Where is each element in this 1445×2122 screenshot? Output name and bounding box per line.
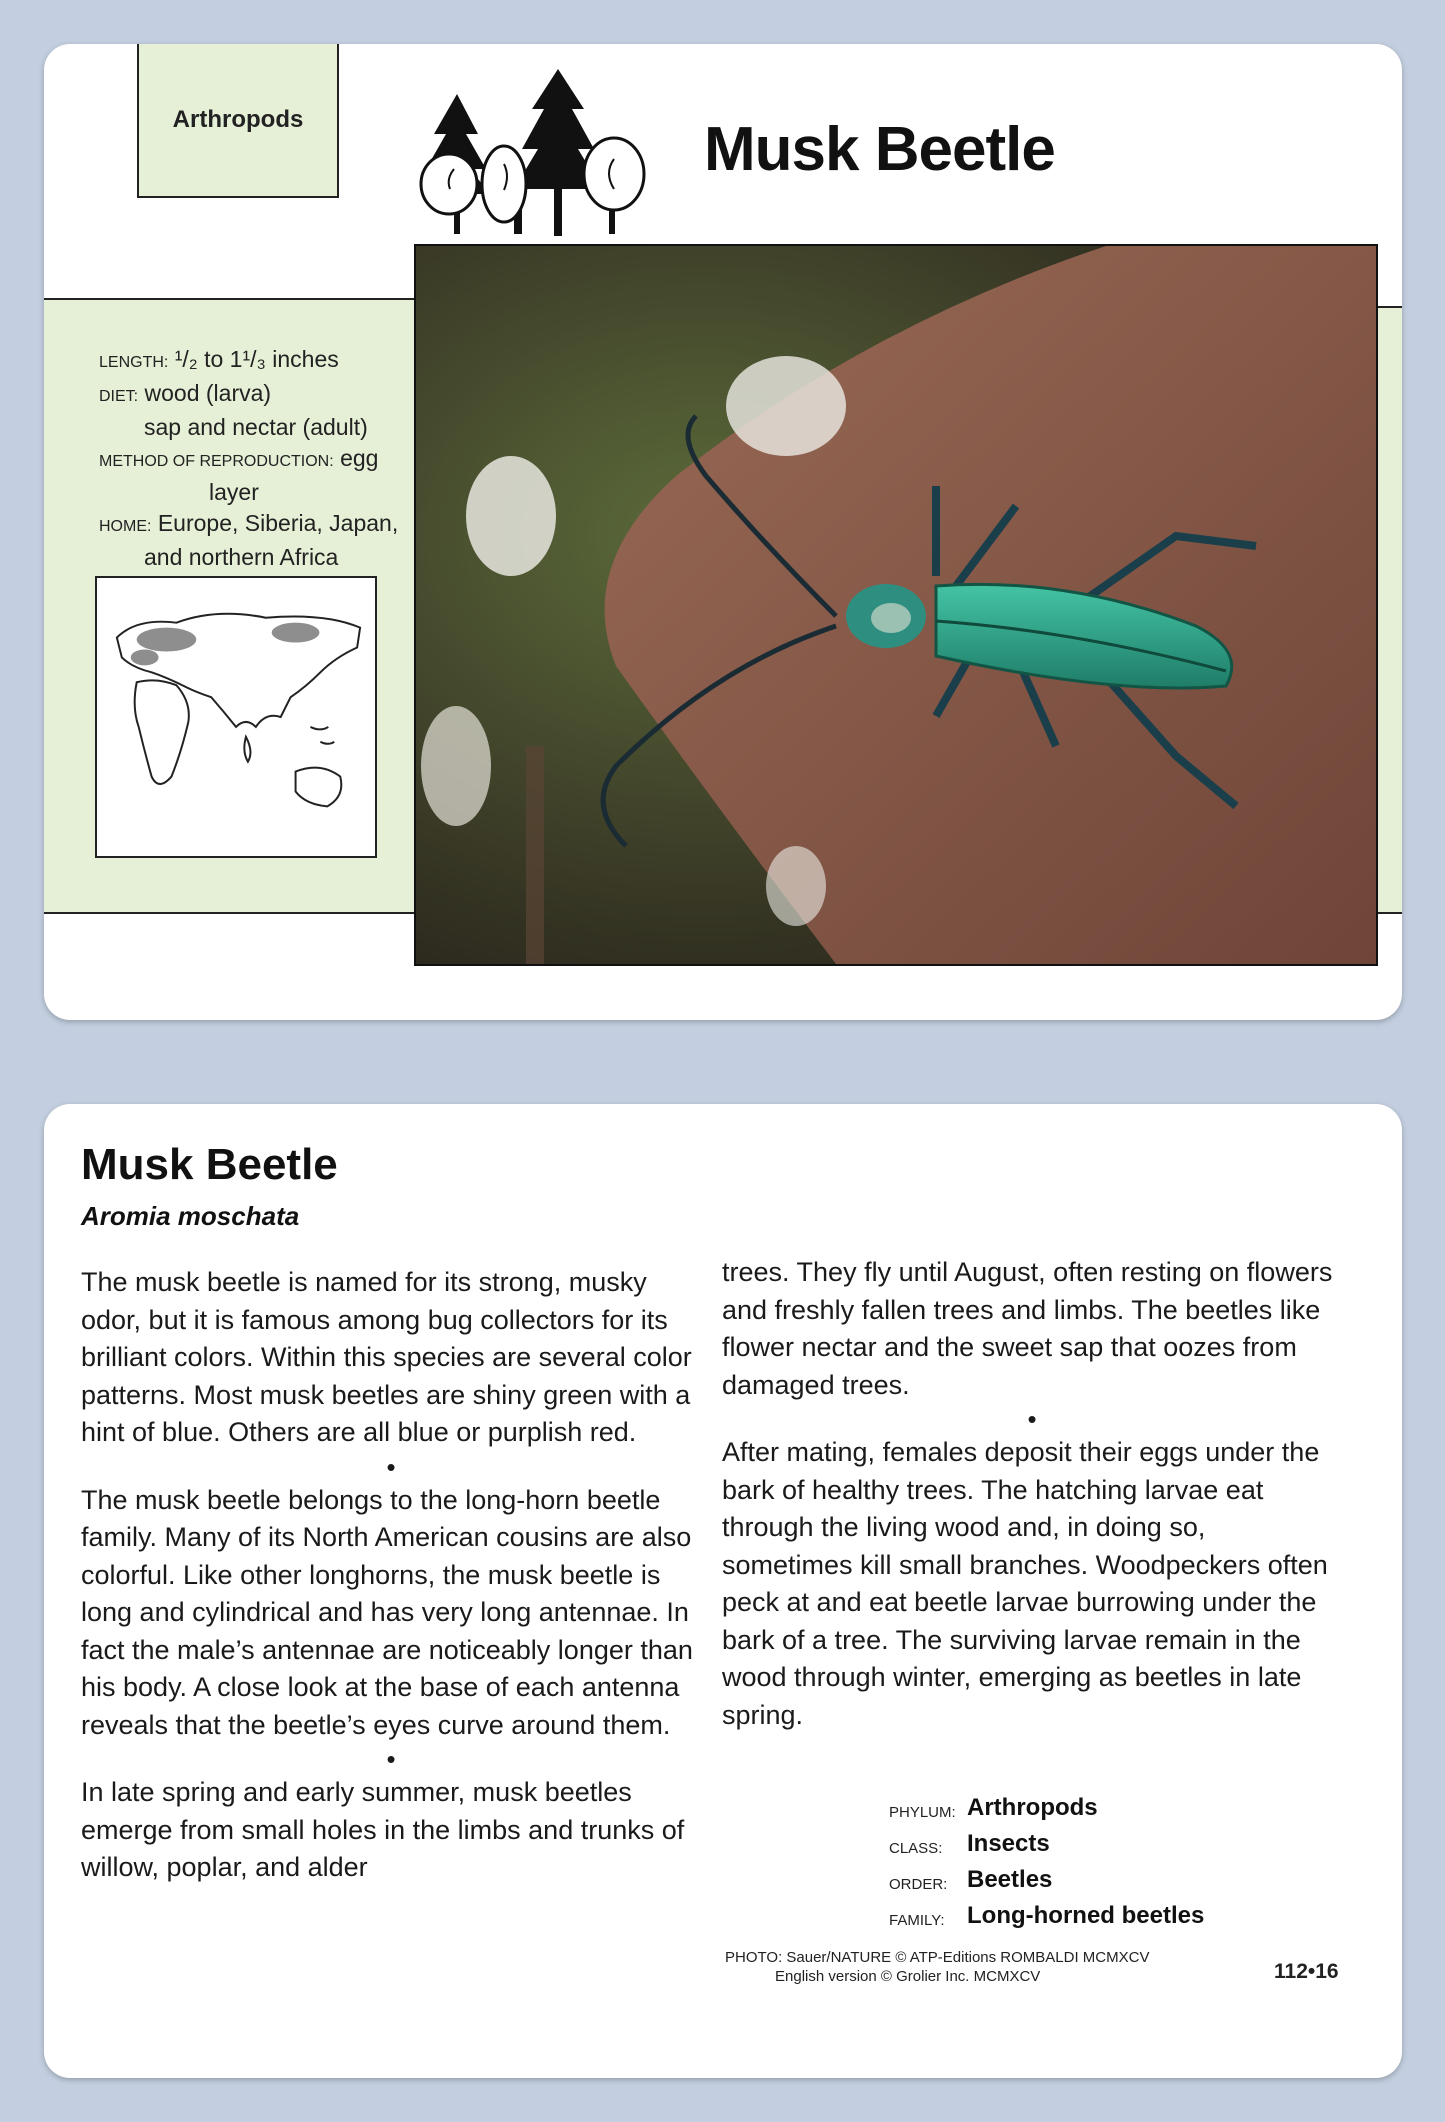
taxonomy-row: ORDER: Beetles <box>889 1866 1053 1893</box>
bullet-divider: • <box>386 1451 396 1482</box>
category-label: Arthropods <box>137 44 339 198</box>
taxonomy-table <box>889 1792 1204 1936</box>
paragraph: The musk beetle belongs to the long-horn beetle family. Many of its North American cousins are also colorful. Like other longhorns, the musk beetle is long and cylindrical and has very long antennae. In fact the male’s antennae are noticeably longer than his body. A close look at the base of each antenna reveals that the beetle’s eyes curve around them. <box>81 1484 693 1740</box>
paragraph: trees. They fly until August, often resting on flowers and freshly fallen trees and limbs. The beetles like flower nectar and the sweet sap that oozes from damaged trees. <box>722 1257 1333 1400</box>
fact-reproduction: METHOD OF REPRODUCTION: egg <box>99 445 379 471</box>
back-title: Musk Beetle <box>81 1140 338 1189</box>
taxonomy-row: PHYLUM: Arthropods <box>889 1794 1098 1821</box>
paragraph: In late spring and early summer, musk beetles emerge from small holes in the limbs and trunks of willow, poplar, and alder <box>81 1777 685 1882</box>
world-range-map <box>95 576 377 858</box>
fact-home-cont: and northern Africa <box>144 544 339 570</box>
fact-home: HOME: Europe, Siberia, Japan, <box>99 510 399 536</box>
fact-length: LENGTH: ¹/₂ to 1¹/₃ inches <box>99 346 339 372</box>
fact-diet: DIET: wood (larva) <box>99 380 272 406</box>
fact-diet-cont: sap and nectar (adult) <box>144 414 368 440</box>
text-column-right <box>722 1254 1342 1734</box>
forest-trees-icon <box>414 64 664 244</box>
beetle-photo <box>414 244 1378 966</box>
paragraph: The musk beetle is named for its strong, musky odor, but it is famous among bug collectors for its brilliant colors. Within this species are several color patterns. Most musk beetles are shiny green with a hint of blue. Others are all blue or purplish red. <box>81 1267 692 1447</box>
card-front <box>44 44 1402 1020</box>
paragraph: After mating, females deposit their eggs under the bark of healthy trees. The hatching larvae eat through the living wood and, in doing so, sometimes kill small branches. Woodpeckers often peck at and eat beetle larvae burrowing under the bark of a tree. The surviving larvae remain in the wood through winter, emerging as beetles in late spring. <box>722 1437 1328 1730</box>
card-number: 112•16 <box>1274 1960 1339 1983</box>
taxonomy-row: CLASS: Insects <box>889 1830 1050 1857</box>
scientific-name: Aromia moschata <box>81 1201 300 1231</box>
bullet-divider: • <box>1027 1404 1037 1434</box>
facts-list <box>99 344 419 573</box>
fact-reproduction-cont: layer <box>209 479 259 505</box>
text-column-left <box>81 1264 701 1887</box>
card-back <box>44 1104 1402 2078</box>
photo-credit: PHOTO: Sauer/NATURE © ATP-Editions ROMBALDI MCMXCV English version © Grolier Inc. MCMXCV <box>725 1949 1150 1985</box>
taxonomy-row: FAMILY: Long-horned beetles <box>889 1902 1205 1929</box>
bullet-divider: • <box>386 1744 396 1774</box>
card-title: Musk Beetle <box>704 115 1055 184</box>
